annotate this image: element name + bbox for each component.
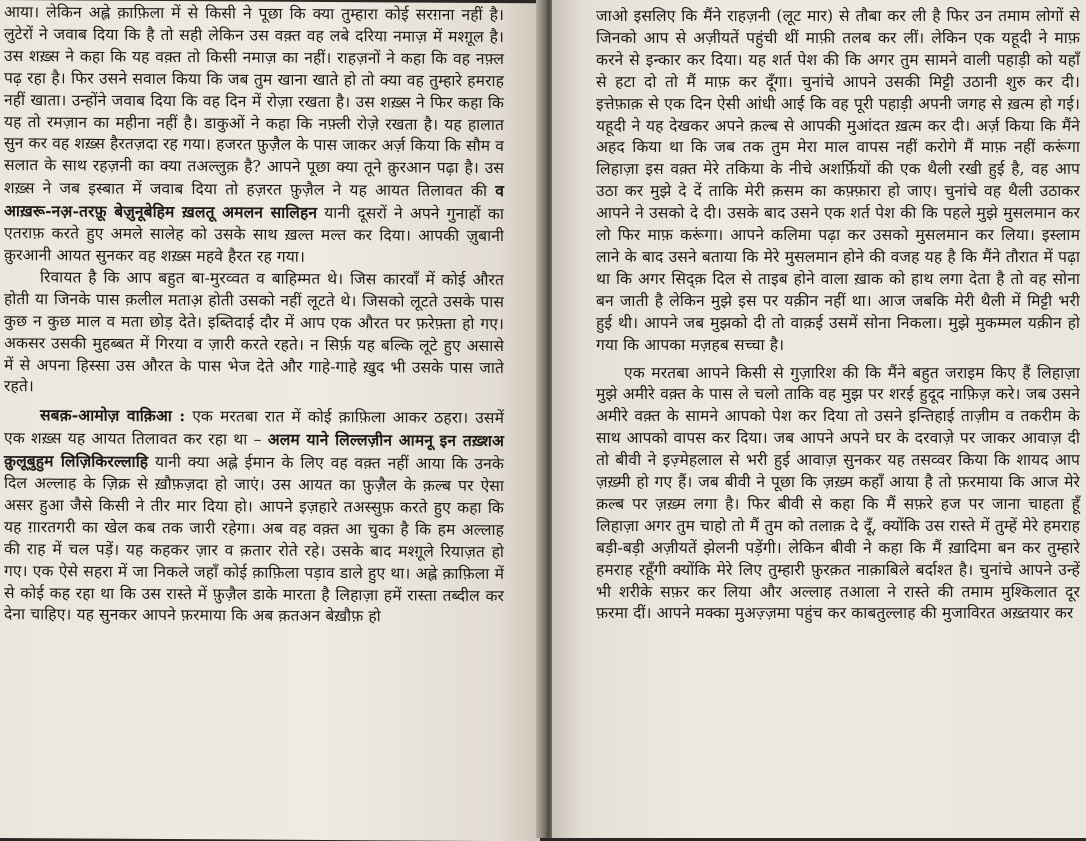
paragraph-text: आया। लेकिन अह्ले क़ाफ़िला में से किसी ने पूछा कि क्या तुम्हारा कोई सरग़ना नहीं है। लुटेरों ने जवाब दिया कि है तो सही लेकिन उस वक़्त वह लबे दरिया नमाज़ में मश्ग़ूल है। उस शख़्स ने कहा कि यह वक़्त तो किसी नमाज़ का नहीं। राहज़नों ने कहा कि वह नफ़्ल पढ़ रहा है। फिर उसने सवाल किया कि जब तुम खाना खाते हो तो क्या वह तुम्हारे हमराह नहीं खाता। उन्होंने जवाब दिया कि वह दिन में रोज़ा रखता है। उस शख़्स ने फिर कहा कि यह तो रमज़ान का महीना नहीं है। डाकुओं ने कहा कि नफ़्ली रोज़े रखता है। यह हालात सुन कर वह शख़्स हैरतज़दा रह गया। हजरत फ़ुज़ैल के पास जाकर अर्ज़ किया कि सौम व सलात के साथ रहज़नी का क्या तअल्लुक़ है? आपने पूछा क्या तूने क़ुरआन पढ़ा है। उस शख़्स ने जब इस्बात में जवाब दिया तो हज़रत फ़ुज़ैल ने यह आयत तिलावत की — [4, 3, 504, 201]
left-paragraph-2 — [4, 267, 504, 401]
right-page — [552, 0, 1086, 838]
right-paragraph-2 — [596, 363, 1080, 626]
quranic-verse: अलम याने लिल्लज़ीन आमनू इन तख़्शअ क़ुलूबुहुम लिज़िकिरल्लाहि — [4, 429, 504, 472]
quranic-verse: व आख़रू-नअ़-तरफ़ू बेज़ुनूबेहिम ख़लतू अमलन सालिहन — [4, 181, 505, 223]
paragraph-text: रिवायत है कि आप बहुत बा-मुरव्वत व बाहिम्मत थे। जिस कारवाँ में कोई औरत होती या जिनके पास क़लील मताअ़ होती उसको नहीं लूटते थे। जिसको लूटते उसके पास कुछ न कुछ माल व मता छोड़ देते। इब्तिदाई दौर में आप एक औरत पर फ़रेफ़्ता हो गए। अकसर उसकी मुहब्बत में गिरया व ज़ारी करते रहते। न सिर्फ़ यह बल्कि लूटे हुए असासे में से अपना हिस्सा उस औरत के पास भेज देते और गाहे-गाहे ख़ुद भी उसके पास जाते रहते। — [4, 268, 504, 396]
paragraph-text: यानी क्या अह्ले ईमान के लिए वह वक़्त नहीं आया कि उनके दिल अल्लाह के ज़िक्र से ख़ौफ़ज़दा हो जाएं। उस आयत का फ़ुज़ैल के क़ल्ब पर ऐसा असर हुआ जैसे किसी ने तीर मार दिया हो। आपने इज़हारे तअस्सुफ़ करते हुए कहा कि यह ग़ारतगरी का खेल कब तक जारी रहेगा। अब वह वक़्त आ चुका है कि हम अल्लाह की राह में चल पड़ें। यह कहकर ज़ार व क़तार रोते रहे। उसके बाद मश्ग़ूले रियाज़त हो गए। एक ऐसे सहरा में जा निकले जहाँ कोई क़ाफ़िला पड़ाव डाले हुए था। अह्ले क़ाफ़िला में से कोई कह रहा था कि उस रास्ते में फ़ुज़ैल डाके मारता है लिहाज़ा हमें रास्ता तब्दील कर देना चाहिए। यह सुनकर आपने फ़रमाया कि अब क़तअन बेख़ौफ़ हो — [4, 453, 504, 626]
paragraph-text: यानी दूसरों ने अपने गुनाहों का एतराफ़ करते हुए अमले सालेह को उसके साथ ख़ल्त मल्त कर दिया। आपकी ज़ुबानी क़ुरआनी आयत सुनकर वह शख़्स महवे हैरत रह गया। — [4, 204, 504, 266]
paragraph-text: जाओ इसलिए कि मैंने राहज़नी (लूट मार) से तौबा कर ली है फिर उन तमाम लोगों से जिनको आप से अज़ीयतें पहुंची थीं माफ़ी तलब कर लीं। लेकिन एक यहूदी ने माफ़ करने से इन्कार कर दिया। यह शर्त पेश की कि अगर तुम सामने वाली पहाड़ी को यहाँ से हटा दो तो मैं माफ़ कर दूँगा। चुनांचे आपने उसकी मिट्टी उठानी शुरु कर दी। इत्तेफ़ाक़ से एक दिन ऐसी आंधी आई कि वह पूरी पहाड़ी अपनी जगह से ख़त्म हो गई। यहूदी ने यह देखकर अपने क़ल्ब से आपकी मुआंदत ख़त्म कर दी। अर्ज़ किया कि मैंने अहद किया था कि जब तक तुम मेरा माल वापस नहीं करोगे मैं माफ़ नहीं करूंगा लिहाज़ा इस वक़्त मेरे तकिया के नीचे अशर्फ़ियों की एक थैली रखी हुई है, वह आप उठा कर मुझे दे दें ताकि मेरी क़सम का कफ़्फ़ारा हो जाए। चुनांचे वह थैली उठाकर आपने ने उसको दे दी। उसके बाद उसने एक शर्त पेश की कि पहले मुझे मुसलमान कर लो फिर माफ़ करूंगा। आपने कलिमा पढ़ा कर उसको मुसलमान कर लिया। इस्लाम लाने के बाद उसने बताया कि मेरे मुसलमान होने की वजह यह है कि मैंने तौरात में पढ़ा था कि अगर सिद्क़ दिल से ताइब होने वाला ख़ाक को हाथ लगा देता है तो वह सोना बन जाती है लेकिन मुझे इस पर यक़ीन नहीं था। आज जबकि मेरी थैली में मिट्टी भरी हुई थी। आपने जब मुझको दी तो वाक़ई उसमें सोना निकला। मुझे मुकम्मल यक़ीन हो गया कि आपका मज़हब सच्चा है। — [596, 7, 1080, 354]
left-paragraph-1 — [4, 2, 504, 270]
paragraph-text: एक मरतबा आपने किसी से गुज़ारिश की कि मैंने बहुत जराइम किए हैं लिहाज़ा मुझे अमीरे वक़्त के पास ले चलो ताकि वह मुझ पर शरई हुदूद नाफ़िज़ करे। जब उसने अमीरे वक़्त के सामने आपको पेश कर दिया तो उसने इन्तिहाई ताज़ीम व तकरीम के साथ आपको वापस कर दिया। जब आपने अपने घर के दरवाज़े पर जाकर आवाज़ दी तो बीवी ने इज़्मेहलाल से भरी हुई आवाज़ सुनकर यह तसव्वर किया कि शायद आप ज़ख़्मी हो गए हैं। जब बीवी ने पूछा कि ज़ख़्म कहाँ आया है तो फ़रमाया कि आज मेरे क़ल्ब पर ज़ख़्म लगा है। फिर बीवी से कहा कि मैं सफ़रे हज पर जाना चाहता हूँ लिहाज़ा अगर तुम चाहो तो मैं तुम को तलाक़ दे दूँ, क्योंकि उस रास्ते में तुम्हें मेरे हमराह बड़ी-बड़ी अज़ीयतें झेलनी पड़ेंगी। लेकिन बीवी ने कहा कि मैं ख़ादिमा बन कर तुम्हारे हमराह रहूँगी क्योंकि मेरे लिए तुम्हारी फ़ुरक़त नाक़ाबिले बर्दाश्त है। चुनांचे आपने उन्हें भी शरीके सफ़र कर लिया और अल्लाह तआला ने रास्ते की तमाम मुश्किलात दूर फ़रमा दीं। आपने मक्का मुअज़्ज़मा पहुंच कर काबतुल्लाह की मुजाविरत अख़्तयार कर — [596, 363, 1080, 623]
left-page — [0, 0, 540, 841]
paragraph-text: एक मरतबा रात में कोई क़ाफ़िला आकर ठहरा। उसमें एक शख़्स यह आयत तिलावत कर रहा था – — [4, 407, 504, 449]
section-heading: सबक़-आमोज़ वाक़िआ : — [40, 405, 186, 426]
left-paragraph-3 — [4, 404, 504, 629]
right-paragraph-1 — [596, 6, 1080, 357]
